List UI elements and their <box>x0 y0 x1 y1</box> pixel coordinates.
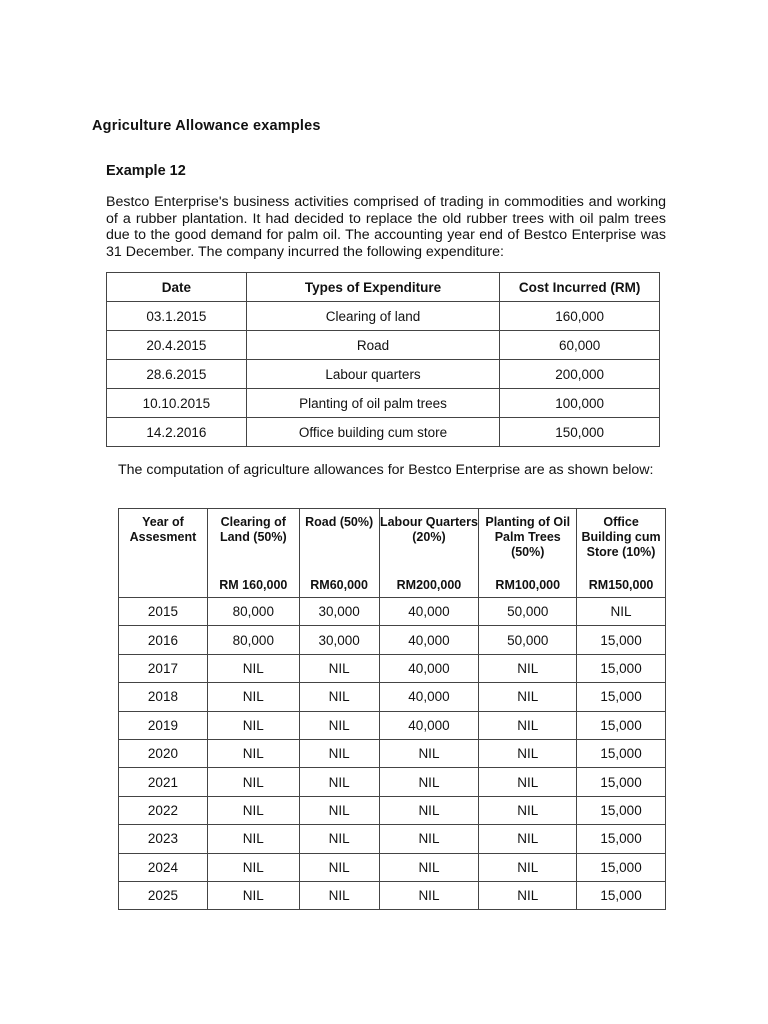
allowance-header-cell <box>119 509 208 598</box>
table-row <box>107 302 660 331</box>
table-cell: 2022 <box>119 796 208 824</box>
allowance-header-label: Office Building cum Store (10%) <box>581 515 661 559</box>
table-row <box>119 825 666 853</box>
table-cell: NIL <box>577 598 666 626</box>
table-cell: 150,000 <box>500 418 660 447</box>
allowance-header-cost: RM60,000 <box>310 578 368 592</box>
table-cell: 28.6.2015 <box>107 360 247 389</box>
table-cell: NIL <box>299 768 379 796</box>
table-cell: 2023 <box>119 825 208 853</box>
table-cell: 2015 <box>119 598 208 626</box>
allowance-table <box>118 508 666 910</box>
table-cell: NIL <box>479 853 577 881</box>
table-cell: NIL <box>479 768 577 796</box>
table-row <box>107 418 660 447</box>
table-cell: 60,000 <box>500 331 660 360</box>
table-cell: NIL <box>379 768 479 796</box>
table-row <box>119 796 666 824</box>
table-cell: 2018 <box>119 683 208 711</box>
computation-text: The computation of agriculture allowances for Bestco Enterprise are as shown below: <box>118 462 654 478</box>
table-cell: 160,000 <box>500 302 660 331</box>
expenditure-header-cell: Date <box>107 273 247 302</box>
table-cell: 40,000 <box>379 626 479 654</box>
table-row <box>107 360 660 389</box>
table-cell: NIL <box>207 739 299 767</box>
table-row <box>119 711 666 739</box>
table-cell: 10.10.2015 <box>107 389 247 418</box>
table-cell: Labour quarters <box>246 360 500 389</box>
table-cell: NIL <box>379 739 479 767</box>
table-cell: 30,000 <box>299 598 379 626</box>
expenditure-body <box>107 302 660 447</box>
table-cell: NIL <box>379 825 479 853</box>
table-cell: NIL <box>379 881 479 909</box>
allowance-header-label: Planting of Oil Palm Trees (50%) <box>485 515 571 559</box>
table-cell: 2017 <box>119 654 208 682</box>
allowance-header-cell <box>479 509 577 598</box>
table-cell: NIL <box>299 739 379 767</box>
expenditure-header-cell: Types of Expenditure <box>246 273 500 302</box>
table-cell: NIL <box>479 796 577 824</box>
example-intro: Bestco Enterprise's business activities comprised of trading in commodities and working of a rubber plantation. It had decided to replace the old rubber trees with oil palm trees due to the good demand for palm oil. The accounting year end of Bestco Enterprise was 31 December. The company incurred the following expenditure: <box>106 194 666 260</box>
table-cell: 2016 <box>119 626 208 654</box>
table-cell: 15,000 <box>577 683 666 711</box>
table-cell: Planting of oil palm trees <box>246 389 500 418</box>
table-cell: NIL <box>379 796 479 824</box>
table-cell: NIL <box>479 683 577 711</box>
table-cell: 50,000 <box>479 626 577 654</box>
table-cell: 40,000 <box>379 683 479 711</box>
table-cell: 14.2.2016 <box>107 418 247 447</box>
table-row <box>119 626 666 654</box>
table-cell: NIL <box>479 825 577 853</box>
table-cell: NIL <box>207 825 299 853</box>
table-cell: 15,000 <box>577 711 666 739</box>
table-cell: 15,000 <box>577 881 666 909</box>
table-cell: 20.4.2015 <box>107 331 247 360</box>
allowance-header-label: Road (50%) <box>305 515 374 529</box>
allowance-header-cost: RM100,000 <box>495 578 561 592</box>
table-row <box>119 598 666 626</box>
table-cell: NIL <box>479 654 577 682</box>
table-cell: NIL <box>299 825 379 853</box>
table-cell: 15,000 <box>577 654 666 682</box>
expenditure-table <box>106 272 660 447</box>
table-row <box>107 389 660 418</box>
table-cell: NIL <box>479 711 577 739</box>
table-cell: 15,000 <box>577 825 666 853</box>
table-cell: NIL <box>299 654 379 682</box>
table-cell: NIL <box>299 853 379 881</box>
table-row <box>119 768 666 796</box>
table-cell: NIL <box>299 881 379 909</box>
table-cell: 40,000 <box>379 598 479 626</box>
allowance-header-cell <box>379 509 479 598</box>
allowance-header-cell <box>299 509 379 598</box>
table-cell: 30,000 <box>299 626 379 654</box>
example-heading: Example 12 <box>106 163 186 179</box>
table-cell: 80,000 <box>207 626 299 654</box>
allowance-header-cell <box>577 509 666 598</box>
table-cell: NIL <box>299 796 379 824</box>
table-row <box>119 853 666 881</box>
table-cell: 2021 <box>119 768 208 796</box>
table-cell: Office building cum store <box>246 418 500 447</box>
expenditure-header-row <box>107 273 660 302</box>
table-cell: 15,000 <box>577 768 666 796</box>
table-cell: 40,000 <box>379 654 479 682</box>
table-cell: 03.1.2015 <box>107 302 247 331</box>
table-row <box>119 739 666 767</box>
table-cell: 2025 <box>119 881 208 909</box>
table-cell: NIL <box>207 881 299 909</box>
table-cell: NIL <box>207 768 299 796</box>
table-cell: 2020 <box>119 739 208 767</box>
table-cell: NIL <box>299 711 379 739</box>
table-cell: NIL <box>299 683 379 711</box>
table-cell: 50,000 <box>479 598 577 626</box>
table-cell: NIL <box>207 654 299 682</box>
allowance-header-label: Year of Assesment <box>129 515 197 544</box>
table-cell: 80,000 <box>207 598 299 626</box>
table-cell: 200,000 <box>500 360 660 389</box>
table-cell: NIL <box>207 711 299 739</box>
allowance-header-cost: RM200,000 <box>396 578 462 592</box>
table-row <box>119 881 666 909</box>
table-cell: NIL <box>479 739 577 767</box>
page-title: Agriculture Allowance examples <box>92 118 321 134</box>
allowance-header-cost: RM 160,000 <box>219 578 288 592</box>
table-cell: 15,000 <box>577 853 666 881</box>
table-cell: 40,000 <box>379 711 479 739</box>
table-cell: 2024 <box>119 853 208 881</box>
table-cell: 15,000 <box>577 739 666 767</box>
table-row <box>119 683 666 711</box>
table-cell: Road <box>246 331 500 360</box>
expenditure-header-cell: Cost Incurred (RM) <box>500 273 660 302</box>
allowance-header-cell <box>207 509 299 598</box>
table-cell: NIL <box>207 796 299 824</box>
allowance-body <box>119 598 666 910</box>
allowance-header-label: Clearing of Land (50%) <box>219 515 287 544</box>
table-row <box>107 331 660 360</box>
allowance-header-label: Labour Quarters (20%) <box>379 515 478 544</box>
table-row <box>119 654 666 682</box>
table-cell: 2019 <box>119 711 208 739</box>
table-cell: Clearing of land <box>246 302 500 331</box>
table-cell: 15,000 <box>577 796 666 824</box>
allowance-header-row <box>119 509 666 598</box>
table-cell: NIL <box>479 881 577 909</box>
table-cell: NIL <box>379 853 479 881</box>
table-cell: 100,000 <box>500 389 660 418</box>
table-cell: NIL <box>207 853 299 881</box>
table-cell: 15,000 <box>577 626 666 654</box>
allowance-header-cost: RM150,000 <box>588 578 654 592</box>
table-cell: NIL <box>207 683 299 711</box>
